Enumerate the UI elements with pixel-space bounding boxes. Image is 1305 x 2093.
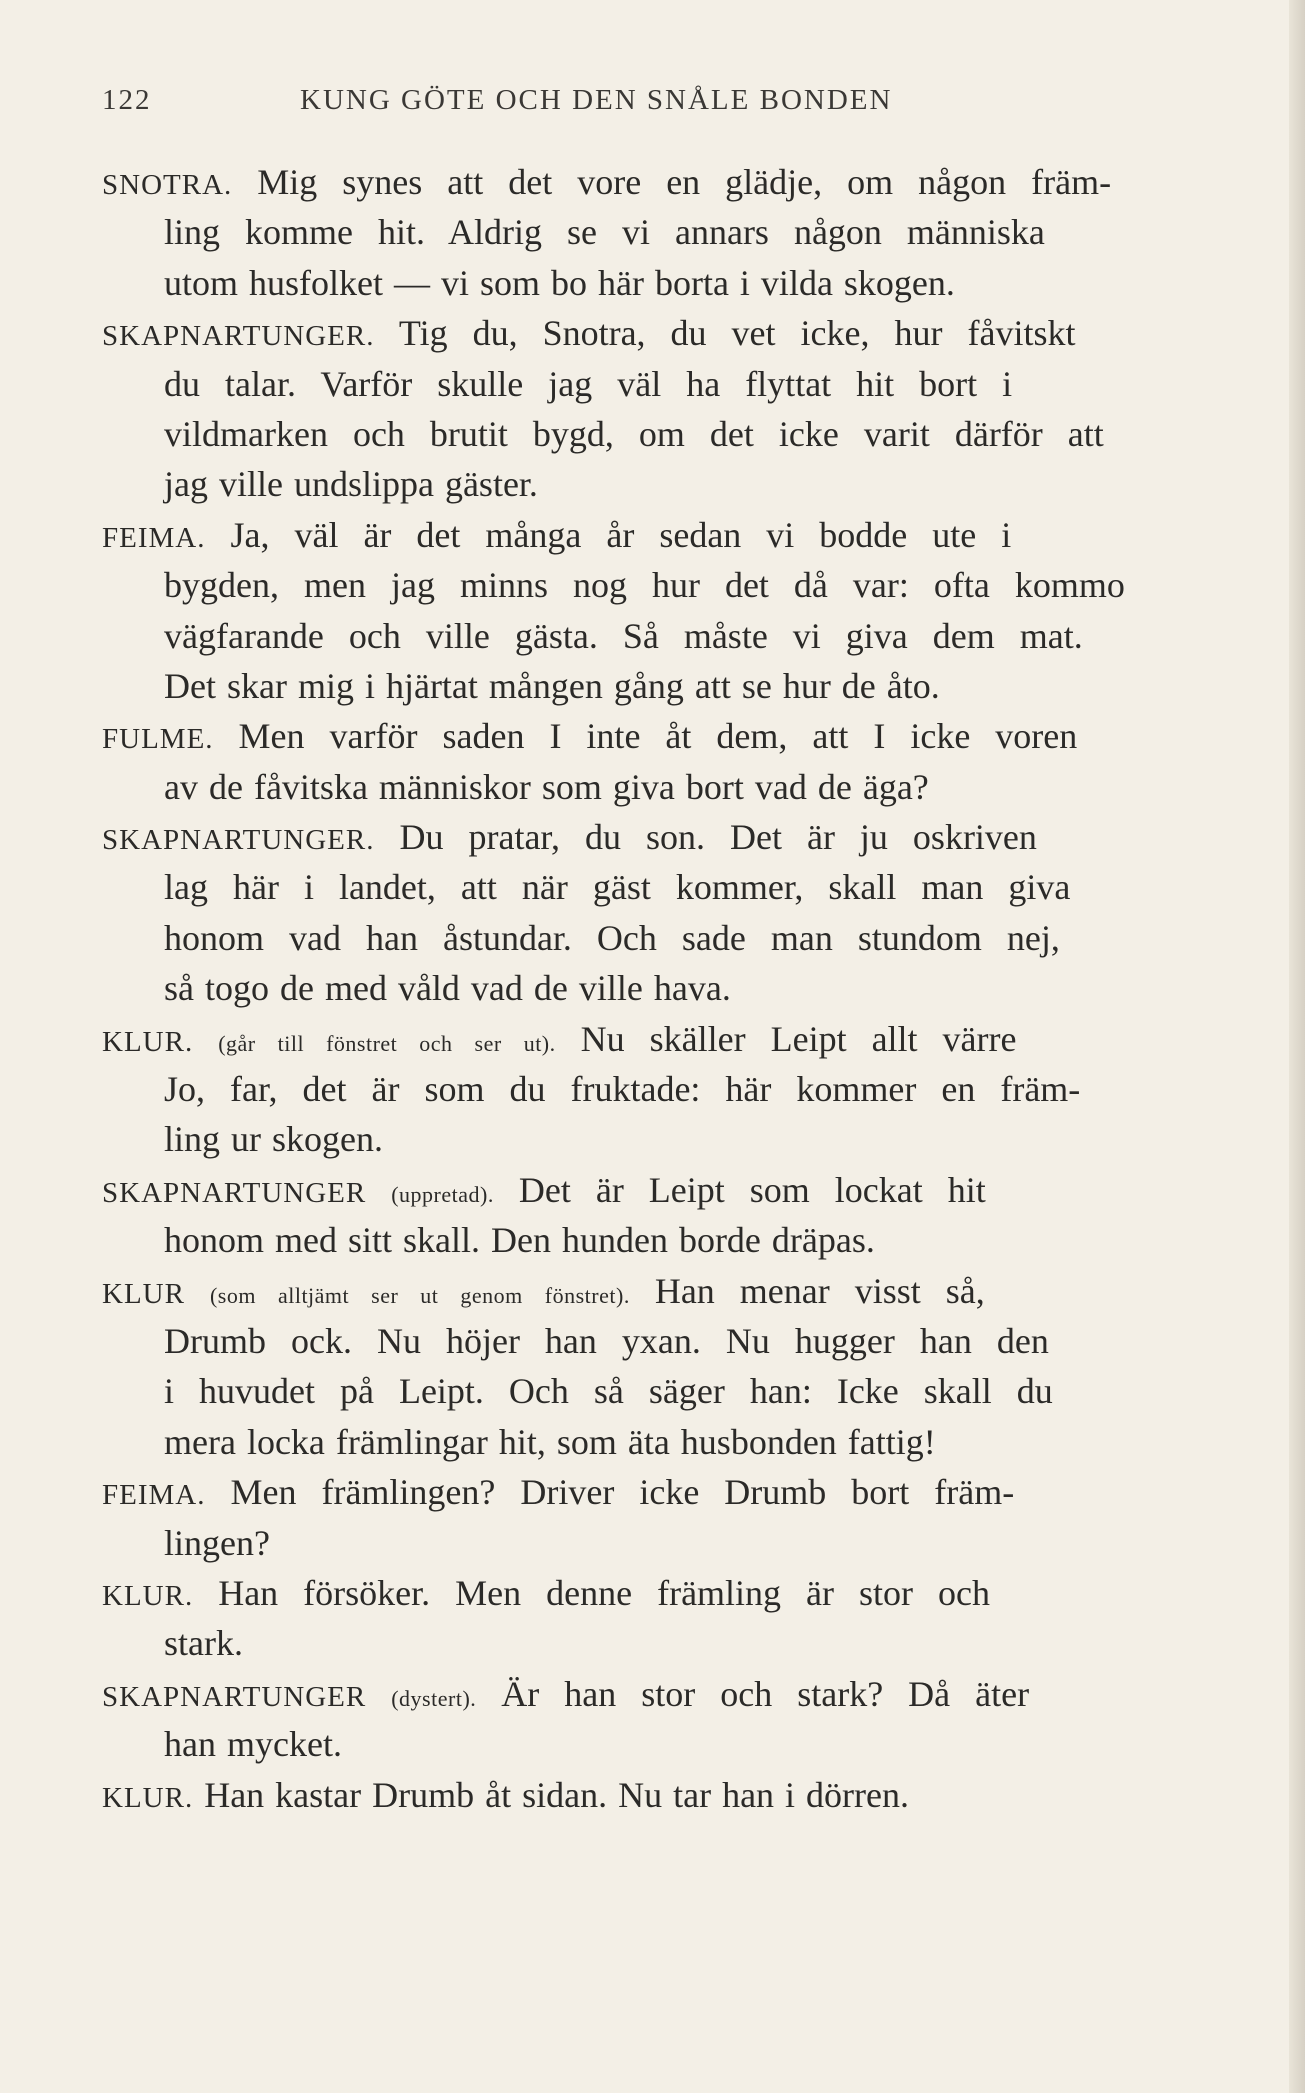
dialogue-text: Han kastar Drumb åt sidan. Nu tar han i dörren. xyxy=(204,1774,909,1815)
speaker-name: SKAPNARTUNGER xyxy=(102,1176,367,1209)
speech-line xyxy=(102,560,1202,610)
dialogue-text: han mycket. xyxy=(164,1724,342,1765)
speech-line xyxy=(102,1114,1202,1164)
speech-line xyxy=(102,409,1202,459)
dialogue-text: Drumb ock. Nu höjer han yxan. Nu hugger han den xyxy=(164,1320,1049,1361)
dialogue-text: Han menar visst så, xyxy=(654,1270,985,1311)
speech-line xyxy=(102,862,1202,912)
speech-line xyxy=(102,913,1202,963)
speech-line xyxy=(102,1215,1202,1265)
dialogue-text: stark. xyxy=(164,1623,243,1664)
dialogue-text: Men främlingen? Driver icke Drumb bort främ- xyxy=(230,1472,1015,1513)
dialogue-text: Du pratar, du son. Det är ju oskriven xyxy=(399,817,1037,858)
speaker-name: KLUR. xyxy=(102,1781,194,1814)
speaker-name: SKAPNARTUNGER. xyxy=(102,320,375,353)
dialogue-text: vägfarande och ville gästa. Så måste vi giva dem mat. xyxy=(164,615,1083,656)
speech-line-start xyxy=(102,1770,1202,1820)
speech-line-start xyxy=(102,308,1202,358)
dialogue-text: Mig synes att det vore en glädje, om någon främ- xyxy=(257,162,1112,202)
speaker-name: KLUR. xyxy=(102,1579,194,1612)
speech-line xyxy=(102,1366,1202,1416)
speech-line-start xyxy=(102,711,1202,761)
speaker-name: SKAPNARTUNGER xyxy=(102,1680,367,1713)
dialogue-text: Ja, väl är det många år sedan vi bodde ute i xyxy=(230,514,1012,555)
speaker-name: SKAPNARTUNGER. xyxy=(102,824,375,857)
dialogue-text: du talar. Varför skulle jag väl ha flyttat hit bort i xyxy=(164,363,1013,404)
speech-line xyxy=(102,1316,1202,1366)
speech-line-start xyxy=(102,1266,1202,1316)
play-text xyxy=(102,157,1202,1820)
dialogue-text: vildmarken och brutit bygd, om det icke varit därför att xyxy=(164,413,1104,454)
speech-line xyxy=(102,963,1202,1013)
speech-line-start xyxy=(102,1014,1202,1064)
dialogue-text: Det skar mig i hjärtat mången gång att se hur de åto. xyxy=(164,665,940,706)
dialogue-text: lag här i landet, att när gäst kommer, skall man giva xyxy=(164,867,1071,908)
dialogue-text: jag ville undslippa gäster. xyxy=(164,464,538,505)
dialogue-text: Tig du, Snotra, du vet icke, hur fåvitskt xyxy=(398,313,1076,354)
speech-line xyxy=(102,1618,1202,1668)
dialogue-text: honom vad han åstundar. Och sade man stundom nej, xyxy=(164,917,1060,958)
stage-direction: (går till fönstret och ser ut). xyxy=(218,1030,556,1056)
speech-line-start xyxy=(102,510,1202,560)
speech-line xyxy=(102,207,1202,257)
dialogue-text: av de fåvitska människor som giva bort vad de äga? xyxy=(164,766,929,807)
dialogue-text: utom husfolket — vi som bo här borta i vilda skogen. xyxy=(164,262,955,303)
speaker-name: KLUR xyxy=(102,1277,185,1310)
dialogue-text: Jo, far, det är som du fruktade: här kommer en främ- xyxy=(164,1069,1081,1110)
page-edge xyxy=(1289,0,1305,2093)
speech-line xyxy=(102,1719,1202,1769)
speech-line xyxy=(102,258,1202,308)
dialogue-text: ling ur skogen. xyxy=(164,1119,383,1160)
dialogue-text: mera locka främlingar hit, som äta husbonden fattig! xyxy=(164,1421,936,1462)
speech-line-start xyxy=(102,1669,1202,1719)
dialogue-text: Är han stor och stark? Då äter xyxy=(501,1673,1030,1714)
dialogue-text: honom med sitt skall. Den hunden borde dräpas. xyxy=(164,1220,875,1261)
speaker-name: FEIMA. xyxy=(102,1479,206,1512)
speaker-name: FULME. xyxy=(102,723,214,756)
speech-line xyxy=(102,1064,1202,1114)
dialogue-text: Han försöker. Men denne främling är stor och xyxy=(218,1572,990,1613)
running-header xyxy=(102,84,1202,134)
speech-line-start xyxy=(102,1467,1202,1517)
speech-line xyxy=(102,459,1202,509)
speech-line xyxy=(102,611,1202,661)
speech-line-start xyxy=(102,157,1202,207)
stage-direction: (dystert). xyxy=(391,1685,477,1711)
speech-line xyxy=(102,1518,1202,1568)
dialogue-text: i huvudet på Leipt. Och så säger han: Icke skall du xyxy=(164,1371,1053,1412)
dialogue-text: Men varför saden I inte åt dem, att I icke voren xyxy=(238,716,1078,757)
speech-line-start xyxy=(102,1568,1202,1618)
speaker-name: SNOTRA. xyxy=(102,169,233,201)
speech-line xyxy=(102,359,1202,409)
dialogue-text: så togo de med våld vad de ville hava. xyxy=(164,968,731,1009)
dialogue-text: bygden, men jag minns nog hur det då var: ofta kommo xyxy=(164,565,1125,606)
dialogue-text: Det är Leipt som lockat hit xyxy=(518,1169,986,1210)
speech-line xyxy=(102,1417,1202,1467)
speech-line xyxy=(102,661,1202,711)
stage-direction: (uppretad). xyxy=(391,1181,494,1207)
stage-direction: (som alltjämt ser ut genom fönstret). xyxy=(209,1282,630,1308)
speaker-name: KLUR. xyxy=(102,1025,194,1058)
speech-line xyxy=(102,762,1202,812)
dialogue-text: ling komme hit. Aldrig se vi annars någon människa xyxy=(164,212,1045,253)
dialogue-text: Nu skäller Leipt allt värre xyxy=(580,1018,1017,1059)
page-number: 122 xyxy=(102,84,152,116)
speaker-name: FEIMA. xyxy=(102,521,206,554)
dialogue-text: lingen? xyxy=(164,1522,270,1563)
speech-line-start xyxy=(102,1165,1202,1215)
speech-line-start xyxy=(102,812,1202,862)
running-title: KUNG GÖTE OCH DEN SNÅLE BONDEN xyxy=(300,84,893,116)
